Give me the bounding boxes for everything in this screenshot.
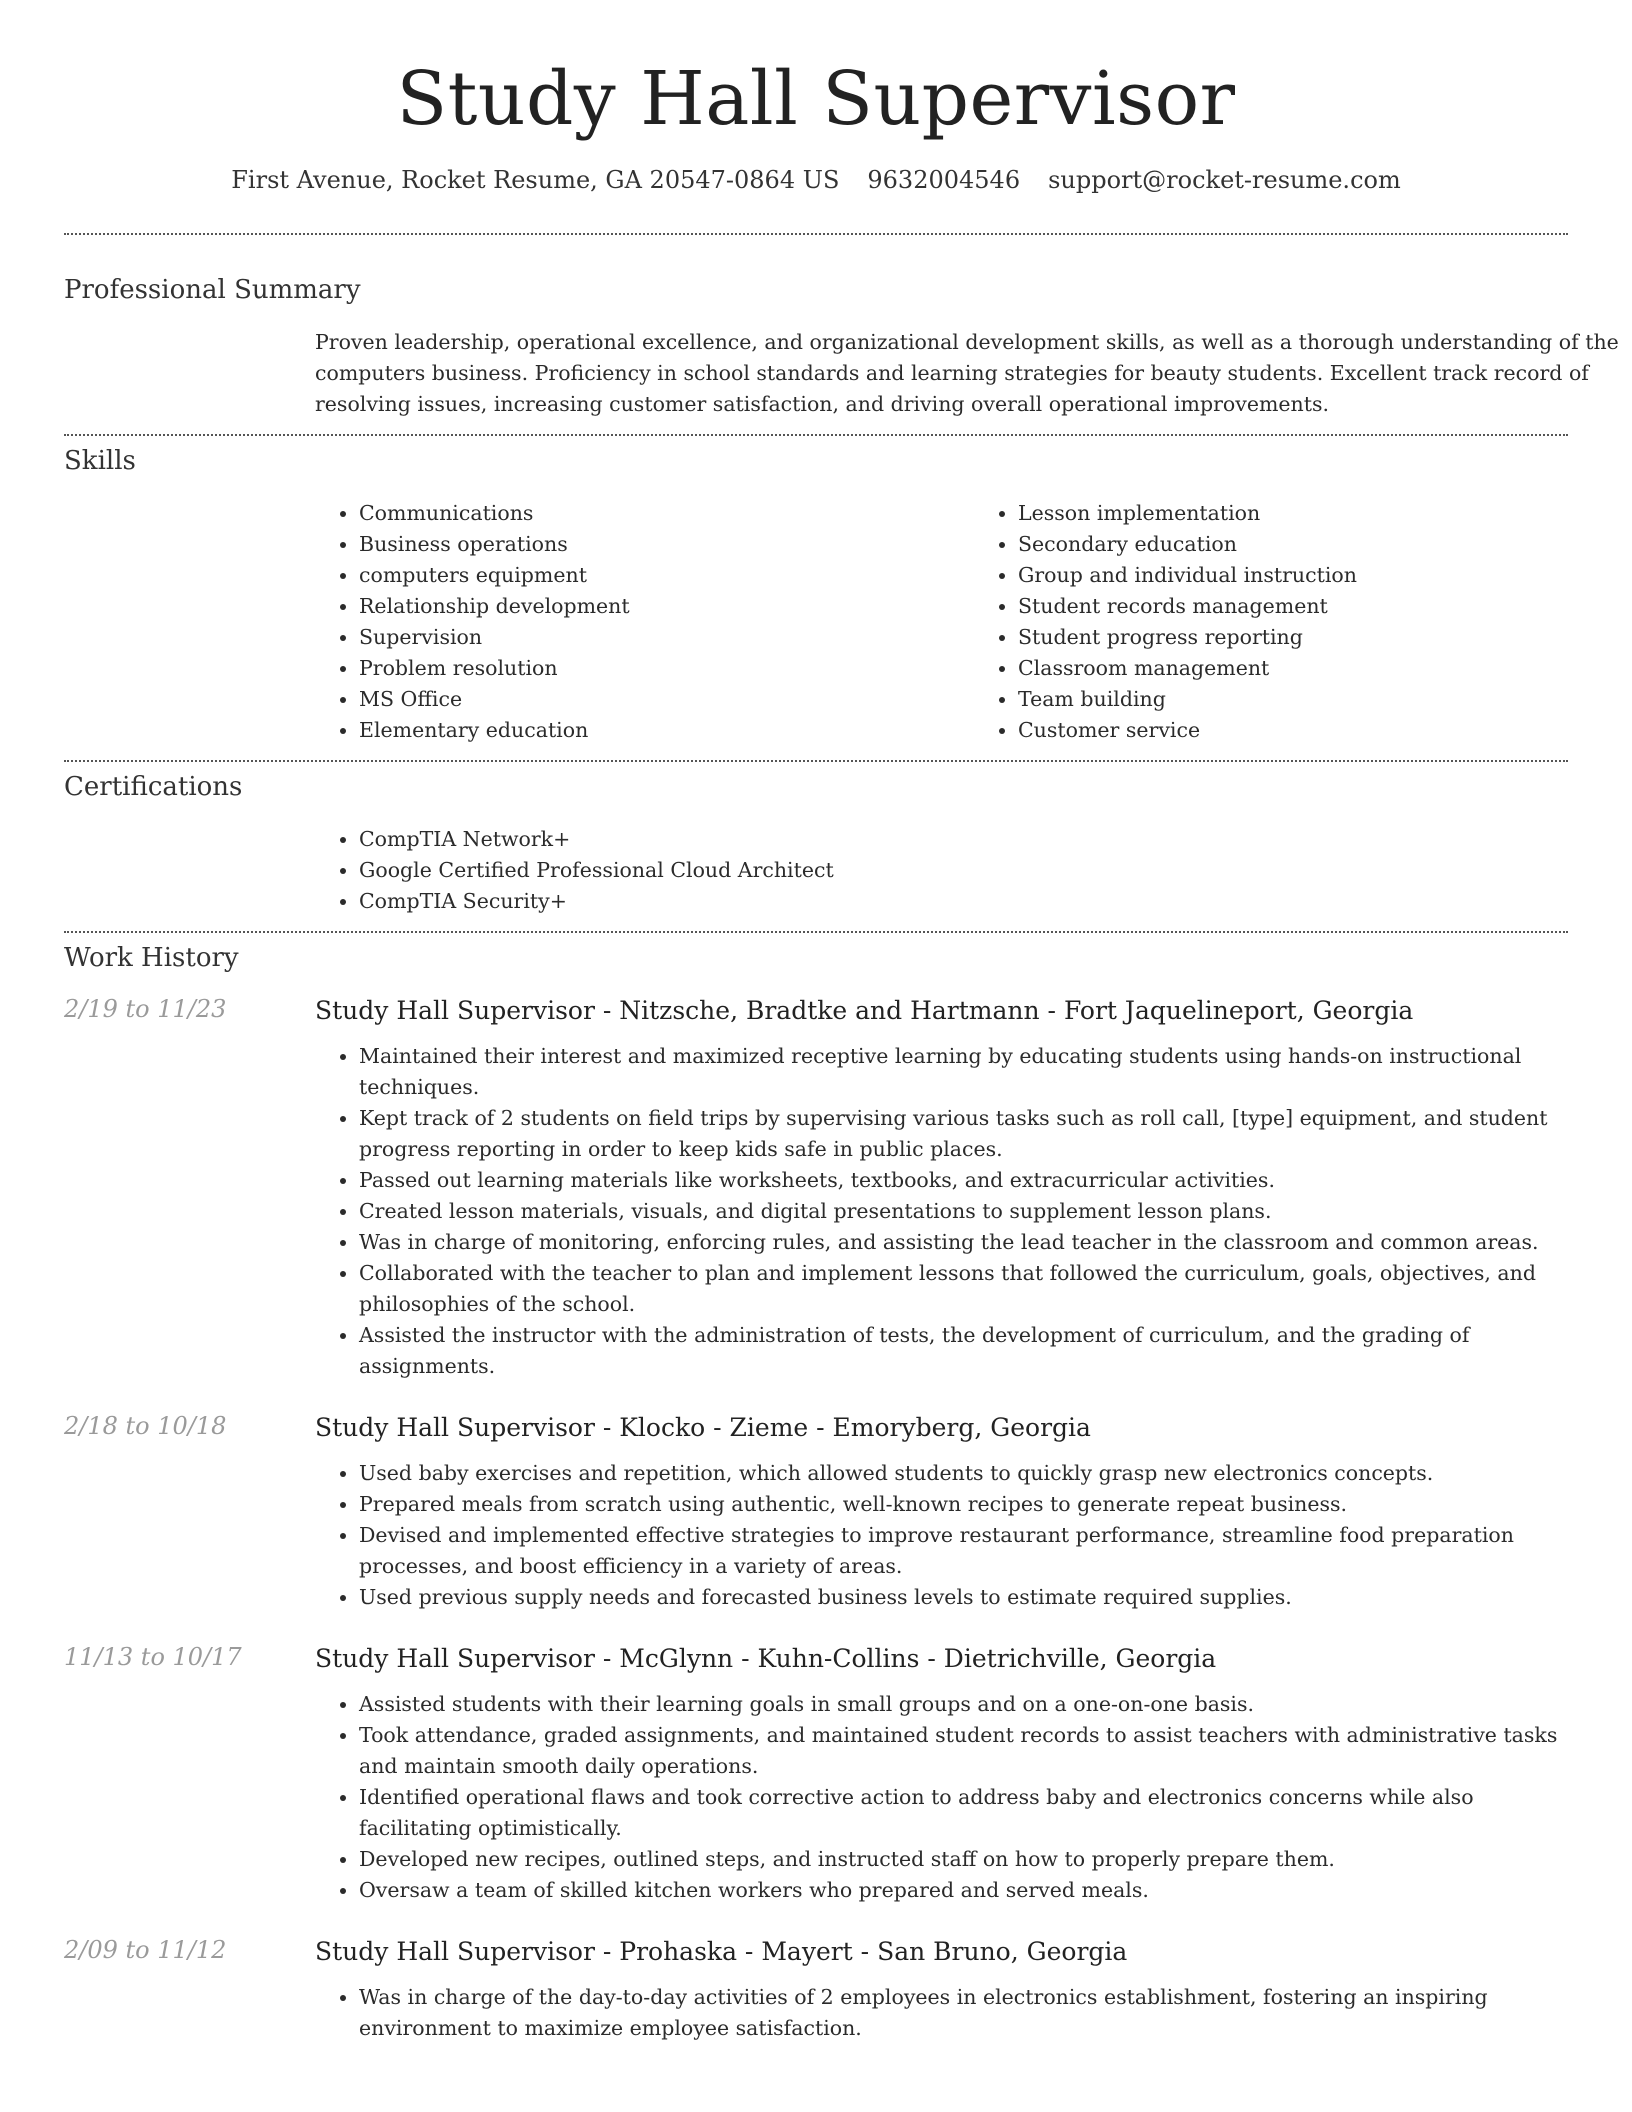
job-bullet: • Used previous supply needs and forecasted business levels to estimate required supplies. xyxy=(359,1582,1568,1613)
job-bullet: • Was in charge of the day-to-day activities of 2 employees in electronics establishment, fostering an inspiring environment to maximize employee satisfaction. xyxy=(359,1982,1568,2044)
job-dates: 2/09 to 11/12 xyxy=(64,1936,227,1964)
skills-section xyxy=(64,436,1568,746)
job-bullet: • Maintained their interest and maximized receptive learning by educating students using hands-on instructional techniques. xyxy=(359,1041,1568,1103)
summary-text: Proven leadership, operational excellence, and organizational development skills, as well as a thorough understanding of the computers business. Proficiency in school standards and learning strategies for beauty students. Excellent track record of resolving issues, increasing customer satisfaction, and driving overall operational improvements. xyxy=(315,330,1619,416)
skill-item: • Relationship development xyxy=(359,591,974,622)
certifications-list xyxy=(315,824,1632,917)
job-bullet: • Kept track of 2 students on field trips by supervising various tasks such as roll call, [type] equipment, and student progress reporting in order to keep kids safe in public places. xyxy=(359,1103,1568,1165)
job-details xyxy=(315,1643,1568,1906)
job-entry xyxy=(64,1412,1568,1613)
job-title: Study Hall Supervisor - McGlynn - Kuhn-Collins - Dietrichville, Georgia xyxy=(315,1644,1217,1673)
skill-item: • Communications xyxy=(359,498,974,529)
skill-item: • Student records management xyxy=(1018,591,1632,622)
skill-item: • Group and individual instruction xyxy=(1018,560,1632,591)
job-bullet: • Devised and implemented effective strategies to improve restaurant performance, streamline food preparation processes, and boost efficiency in a variety of areas. xyxy=(359,1520,1568,1582)
job-bullet: • Was in charge of monitoring, enforcing rules, and assisting the lead teacher in the classroom and common areas. xyxy=(359,1227,1568,1258)
job-bullet: • Used baby exercises and repetition, which allowed students to quickly grasp new electronics concepts. xyxy=(359,1458,1568,1489)
job-bullet: • Created lesson materials, visuals, and digital presentations to supplement lesson plans. xyxy=(359,1196,1568,1227)
job-bullet: • Oversaw a team of skilled kitchen workers who prepared and served meals. xyxy=(359,1875,1568,1906)
summary-title: Professional Summary xyxy=(64,275,361,305)
skill-item: • Lesson implementation xyxy=(1018,498,1632,529)
contact-email: support@rocket-resume.com xyxy=(1048,166,1401,194)
summary-section xyxy=(64,235,1619,420)
job-bullet: • Assisted students with their learning goals in small groups and on a one-on-one basis. xyxy=(359,1689,1568,1720)
job-details xyxy=(315,995,1568,1382)
work-history-section xyxy=(64,933,1568,2044)
skill-item: • Problem resolution xyxy=(359,653,974,684)
contact-address: First Avenue, Rocket Resume, GA 20547-0864 US xyxy=(231,166,840,194)
skill-item: • Supervision xyxy=(359,622,974,653)
skill-item: • computers equipment xyxy=(359,560,974,591)
skill-item: • MS Office xyxy=(359,684,974,715)
job-title: Study Hall Supervisor - Nitzsche, Bradtke and Hartmann - Fort Jaquelineport, Georgia xyxy=(315,996,1414,1025)
skills-title: Skills xyxy=(64,446,136,476)
contact-phone: 9632004546 xyxy=(867,166,1021,194)
job-bullet: • Took attendance, graded assignments, and maintained student records to assist teachers with administrative tasks and maintain smooth daily operations. xyxy=(359,1720,1568,1782)
contact-line xyxy=(64,166,1568,194)
job-bullets xyxy=(315,1689,1568,1906)
job-bullets xyxy=(315,1982,1568,2044)
job-title: Study Hall Supervisor - Klocko - Zieme - Emoryberg, Georgia xyxy=(315,1413,1091,1442)
job-bullet: • Collaborated with the teacher to plan and implement lessons that followed the curriculum, goals, objectives, and philosophies of the school. xyxy=(359,1258,1568,1320)
certification-item: • CompTIA Network+ xyxy=(359,824,1632,855)
job-bullet: • Developed new recipes, outlined steps, and instructed staff on how to properly prepare them. xyxy=(359,1844,1568,1875)
job-entry xyxy=(64,1643,1568,1906)
certifications-section xyxy=(64,762,1568,917)
skill-item: • Classroom management xyxy=(1018,653,1632,684)
certifications-title: Certifications xyxy=(64,772,243,802)
skill-item: • Team building xyxy=(1018,684,1632,715)
job-details xyxy=(315,1412,1568,1613)
job-bullet: • Assisted the instructor with the administration of tests, the development of curriculum, and the grading of assignments. xyxy=(359,1320,1568,1382)
job-title: Study Hall Supervisor - Prohaska - Mayert - San Bruno, Georgia xyxy=(315,1937,1128,1966)
candidate-name: Study Hall Supervisor xyxy=(396,56,1236,142)
job-bullets xyxy=(315,1458,1568,1613)
job-bullet: • Identified operational flaws and took corrective action to address baby and electronics concerns while also facilitating optimistically. xyxy=(359,1782,1568,1844)
skills-list-right xyxy=(974,498,1632,746)
job-entry xyxy=(64,1936,1568,2044)
work-history-title: Work History xyxy=(64,943,239,973)
certification-item: • Google Certified Professional Cloud Architect xyxy=(359,855,1632,886)
job-entry xyxy=(64,995,1568,1382)
skill-item: • Business operations xyxy=(359,529,974,560)
job-dates: 11/13 to 10/17 xyxy=(64,1643,242,1671)
job-bullet: • Passed out learning materials like worksheets, textbooks, and extracurricular activities. xyxy=(359,1165,1568,1196)
skill-item: • Elementary education xyxy=(359,715,974,746)
job-bullet: • Prepared meals from scratch using authentic, well-known recipes to generate repeat business. xyxy=(359,1489,1568,1520)
skill-item: • Student progress reporting xyxy=(1018,622,1632,653)
job-bullets xyxy=(315,1041,1568,1382)
skill-item: • Secondary education xyxy=(1018,529,1632,560)
job-dates: 2/19 to 11/23 xyxy=(64,995,227,1023)
jobs-list xyxy=(64,995,1568,2044)
skills-list-left xyxy=(315,498,974,746)
job-dates: 2/18 to 10/18 xyxy=(64,1412,227,1440)
skill-item: • Customer service xyxy=(1018,715,1632,746)
job-details xyxy=(315,1936,1568,2044)
certification-item: • CompTIA Security+ xyxy=(359,886,1632,917)
